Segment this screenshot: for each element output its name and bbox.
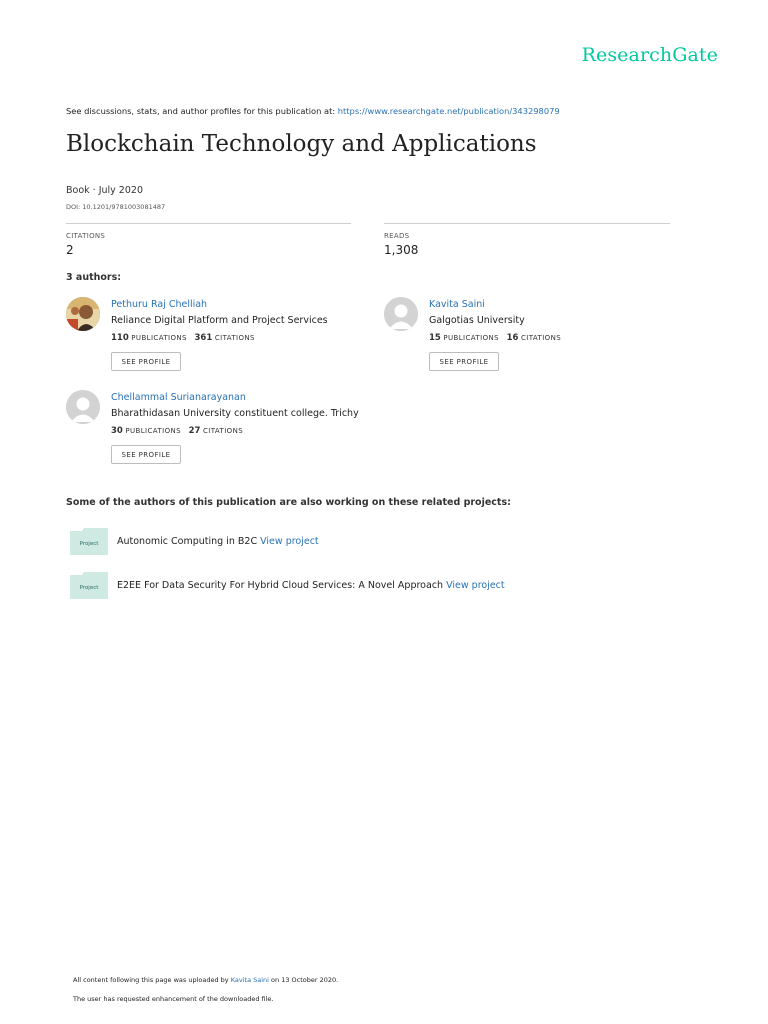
reads-label: READS <box>384 232 410 240</box>
author-avatar-placeholder[interactable] <box>66 390 100 424</box>
project-folder-icon <box>70 572 108 599</box>
intro-line <box>66 106 560 116</box>
view-project-link[interactable]: View project <box>446 580 505 591</box>
upload-note-prefix: All content following this page was uploaded by <box>73 976 229 984</box>
researchgate-logo[interactable]: ResearchGate <box>581 44 718 66</box>
divider <box>66 223 351 224</box>
citations-count: 27 <box>188 426 201 436</box>
uploader-link[interactable]: Kavita Saini <box>230 976 269 984</box>
citations-label: CITATIONS <box>214 334 255 342</box>
upload-note-suffix: on 13 October 2020. <box>271 976 339 984</box>
citations-value: 2 <box>66 243 74 257</box>
publications-label: PUBLICATIONS <box>131 334 187 342</box>
publication-meta: Book · July 2020 <box>66 185 143 196</box>
project-item <box>117 580 505 591</box>
publications-label: PUBLICATIONS <box>125 427 181 435</box>
reads-value: 1,308 <box>384 243 419 257</box>
related-projects-heading: Some of the authors of this publication are also working on these related projects: <box>66 497 511 508</box>
citations-label: CITATIONS <box>66 232 106 240</box>
project-icon-label: Project <box>79 585 99 591</box>
divider <box>384 223 670 224</box>
see-profile-button[interactable]: SEE PROFILE <box>429 352 499 371</box>
project-item <box>117 536 319 547</box>
view-project-link[interactable]: View project <box>260 536 319 547</box>
author-name-link[interactable]: Pethuru Raj Chelliah <box>111 299 208 310</box>
author-name-link[interactable]: Chellammal Surianarayanan <box>111 392 246 403</box>
author-avatar-photo[interactable] <box>66 297 100 331</box>
author-stats <box>111 426 243 436</box>
citations-label: CITATIONS <box>521 334 562 342</box>
publication-title: Blockchain Technology and Applications <box>66 131 537 157</box>
publications-label: PUBLICATIONS <box>443 334 499 342</box>
project-title: Autonomic Computing in B2C <box>117 536 258 547</box>
author-stats <box>429 333 561 343</box>
citations-count: 361 <box>194 333 213 343</box>
see-profile-button[interactable]: SEE PROFILE <box>111 445 181 464</box>
project-icon-label: Project <box>79 541 99 547</box>
publication-doi: DOI: 10.1201/9781003081487 <box>66 203 166 211</box>
author-institution: Reliance Digital Platform and Project Services <box>111 315 328 326</box>
author-name-link[interactable]: Kavita Saini <box>429 299 485 310</box>
intro-text: See discussions, stats, and author profiles for this publication at: <box>66 106 336 116</box>
author-institution: Bharathidasan University constituent college. Trichy <box>111 408 359 419</box>
author-stats <box>111 333 255 343</box>
user-silhouette-icon <box>66 390 100 424</box>
publications-count: 15 <box>429 333 441 343</box>
project-title: E2EE For Data Security For Hybrid Cloud Services: A Novel Approach <box>117 580 444 591</box>
author-institution: Galgotias University <box>429 315 525 326</box>
publications-count: 110 <box>111 333 129 343</box>
project-folder-icon <box>70 528 108 555</box>
see-profile-button[interactable]: SEE PROFILE <box>111 352 181 371</box>
user-silhouette-icon <box>384 297 418 331</box>
author-avatar-placeholder[interactable] <box>384 297 418 331</box>
publication-url-link[interactable]: https://www.researchgate.net/publication/343298079 <box>337 106 560 116</box>
enhancement-note: The user has requested enhancement of the downloaded file. <box>73 995 274 1003</box>
citations-count: 16 <box>506 333 519 343</box>
upload-note <box>73 976 338 984</box>
publications-count: 30 <box>111 426 123 436</box>
author-photo-icon <box>66 297 100 331</box>
citations-label: CITATIONS <box>203 427 244 435</box>
authors-heading: 3 authors: <box>66 272 122 283</box>
